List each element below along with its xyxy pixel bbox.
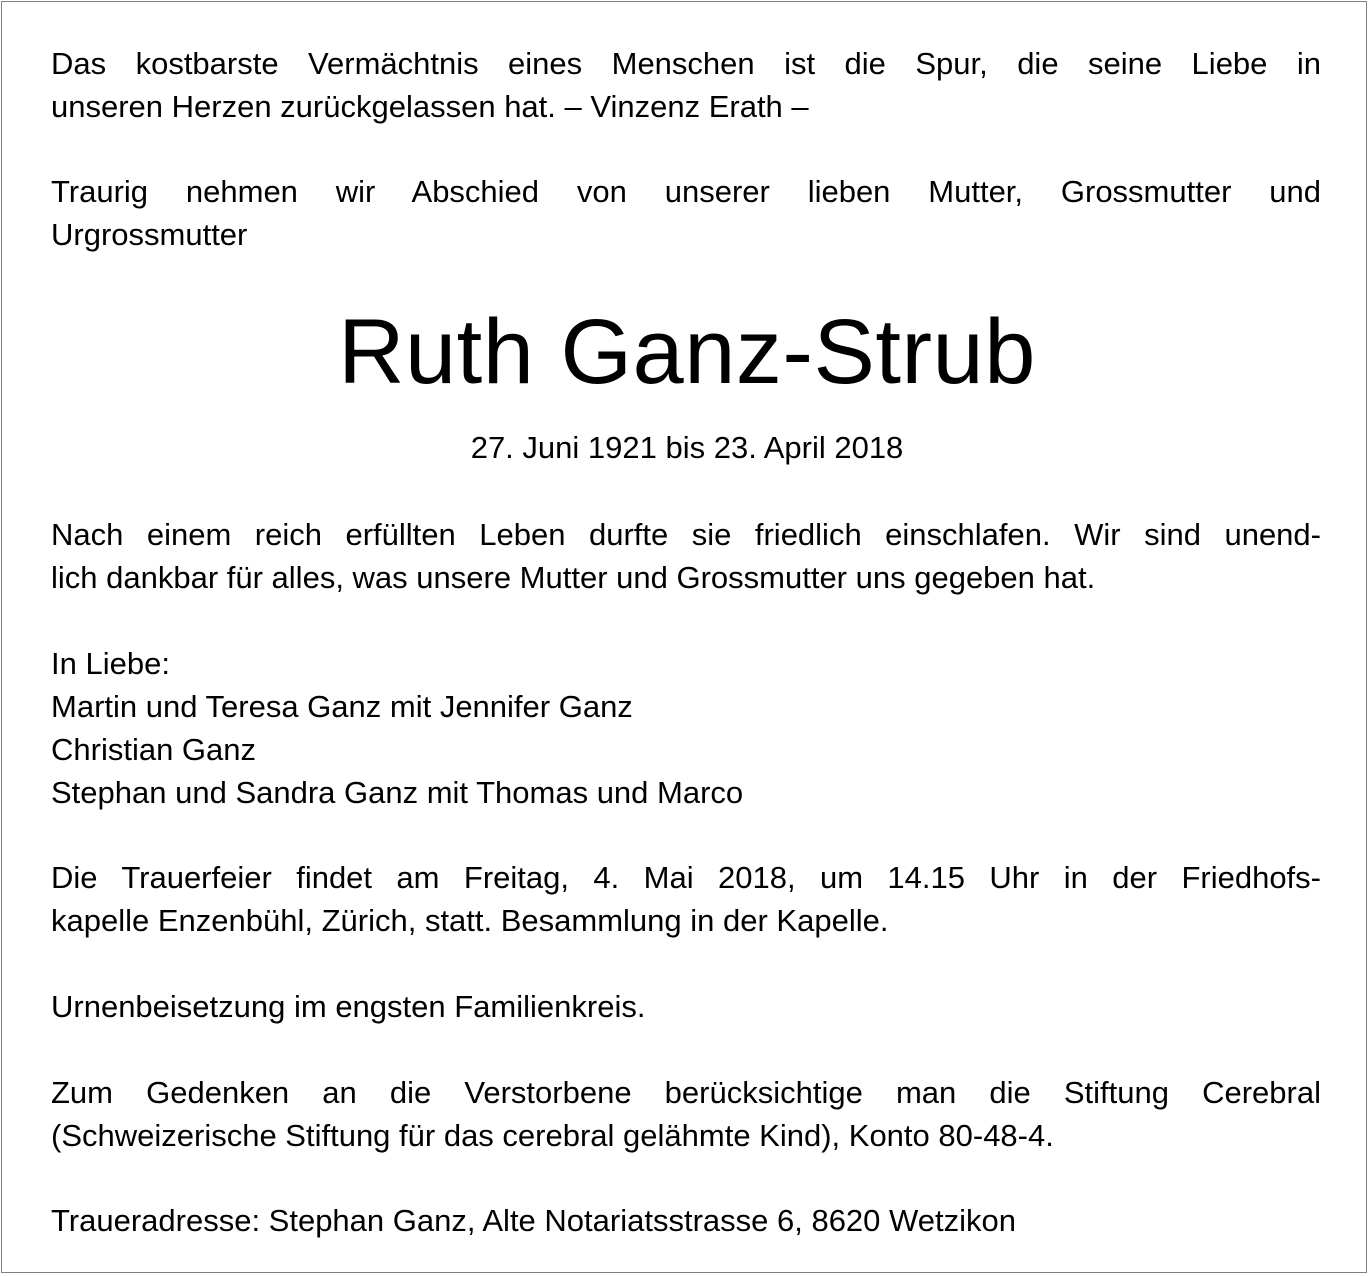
message-line-2: lich dankbar für alles, was unsere Mutter und Grossmutter uns gegeben hat.: [51, 560, 1096, 595]
obituary-notice: [1, 1, 1367, 1273]
address-paragraph: [51, 1199, 1321, 1242]
intro-line-2: Urgrossmutter: [51, 217, 248, 252]
quote-paragraph: [51, 42, 1321, 128]
burial-line: Urnenbeisetzung im engsten Familienkreis.: [51, 989, 646, 1024]
message-line-1: Nach einem reich erfüllten Leben durfte sie friedlich einschlafen. Wir sind unend-: [51, 517, 1321, 552]
burial-paragraph: [51, 985, 1321, 1028]
donation-paragraph: [51, 1071, 1321, 1157]
intro-paragraph: [51, 170, 1321, 256]
mourning-address: Traueradresse: Stephan Ganz, Alte Notariatsstrasse 6, 8620 Wetzikon: [51, 1203, 1016, 1238]
mourner-entry: Stephan und Sandra Ganz mit Thomas und Marco: [51, 775, 744, 810]
ceremony-line-2: kapelle Enzenbühl, Zürich, statt. Besammlung in der Kapelle.: [51, 903, 889, 938]
intro-line-1: Traurig nehmen wir Abschied von unserer lieben Mutter, Grossmutter und: [51, 174, 1321, 209]
ceremony-line-1: Die Trauerfeier findet am Freitag, 4. Mai 2018, um 14.15 Uhr in der Friedhofs-: [51, 860, 1321, 895]
deceased-name: Ruth Ganz-Strub: [338, 301, 1036, 403]
mourner-entry: Martin und Teresa Ganz mit Jennifer Ganz: [51, 689, 633, 724]
ceremony-paragraph: [51, 856, 1321, 942]
mourner-entry: Christian Ganz: [51, 732, 257, 767]
life-dates: 27. Juni 1921 bis 23. April 2018: [470, 430, 904, 465]
donation-line-2: (Schweizerische Stiftung für das cerebral gelähmte Kind), Konto 80-48-4.: [51, 1118, 1054, 1153]
message-paragraph: [51, 513, 1321, 599]
quote-line-2: unseren Herzen zurückgelassen hat. – Vinzenz Erath –: [51, 89, 809, 124]
mourners-heading: In Liebe:: [51, 646, 170, 681]
mourners-list: [51, 642, 1321, 814]
donation-line-1: Zum Gedenken an die Verstorbene berücksichtige man die Stiftung Cerebral: [51, 1075, 1321, 1110]
quote-line-1: Das kostbarste Vermächtnis eines Menschen ist die Spur, die seine Liebe in: [51, 46, 1321, 81]
